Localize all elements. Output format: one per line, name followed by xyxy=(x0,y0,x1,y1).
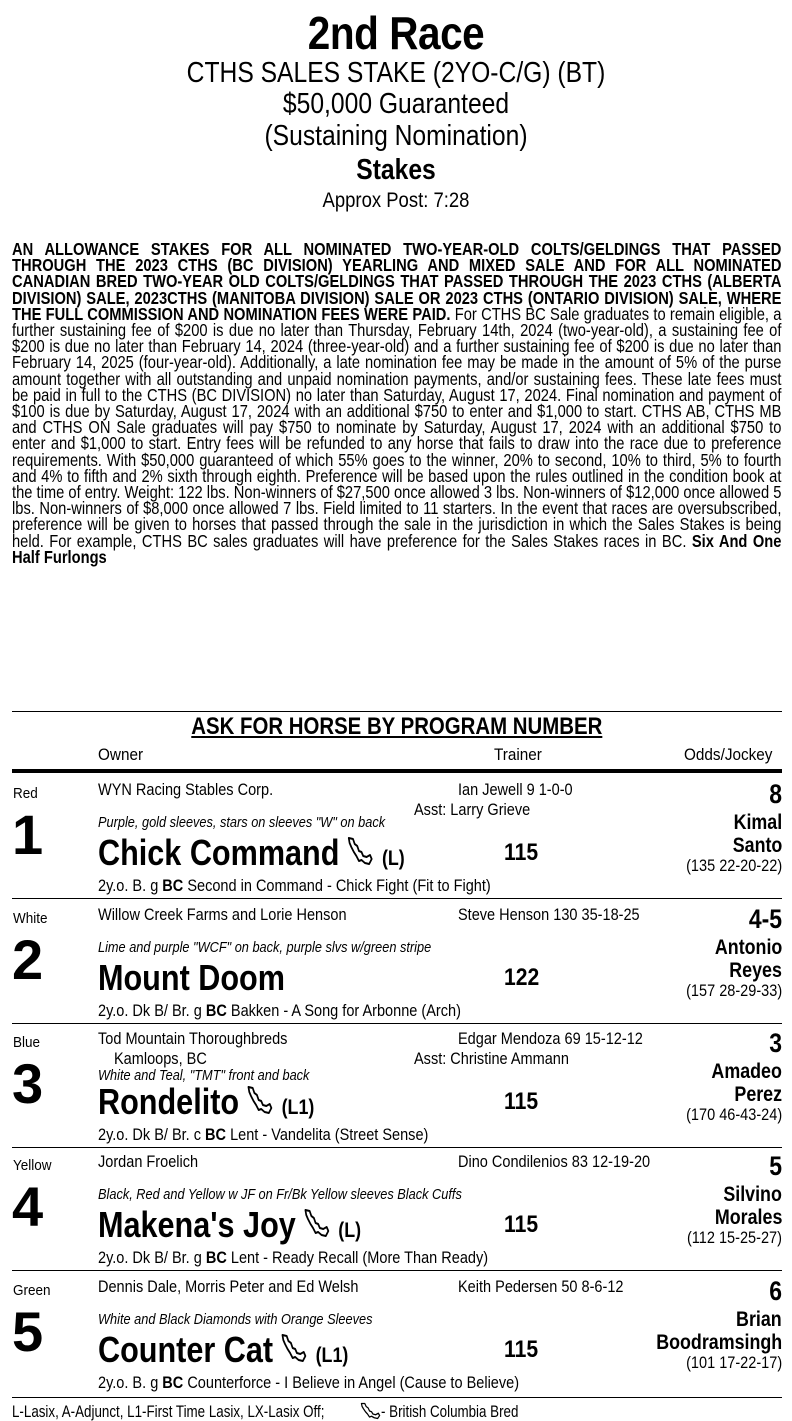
silks-description: White and Teal, "TMT" front and back xyxy=(98,1068,310,1084)
medication: (L) xyxy=(338,1219,362,1242)
race-header xyxy=(0,8,792,214)
program-number: 5 xyxy=(12,1300,44,1363)
jockey-last-name: Morales xyxy=(714,1206,782,1229)
race-purse: $50,000 Guaranteed xyxy=(282,88,510,120)
jockey-last-name: Santo xyxy=(732,834,782,857)
race-name: CTHS SALES STAKE (2YO-C/G) (BT) xyxy=(186,57,606,89)
ask-banner-text: ASK FOR HORSE BY PROGRAM NUMBER xyxy=(191,713,603,740)
owner-location: Kamloops, BC xyxy=(114,1050,207,1068)
horse-name: Counter Cat xyxy=(98,1329,274,1370)
horse-name: Rondelito xyxy=(98,1081,240,1122)
weight: 122 xyxy=(504,964,540,991)
horse-name: Mount Doom xyxy=(98,957,285,998)
saddle-cloth-color: Green xyxy=(13,1282,51,1299)
breeding-bc: BC xyxy=(205,1126,227,1144)
horse-name-line xyxy=(98,1082,314,1128)
owner-name: Tod Mountain Thoroughbreds xyxy=(98,1030,288,1048)
morning-line-odds: 3 xyxy=(769,1028,782,1058)
horse-name: Makena's Joy xyxy=(98,1204,296,1245)
breeding-bc: BC xyxy=(162,877,184,895)
trainer-name: Steve Henson 130 35-18-25 xyxy=(458,906,640,924)
owner-column-header: Owner xyxy=(98,745,144,764)
header-divider xyxy=(12,769,782,773)
horse-name-line xyxy=(98,833,405,879)
owner-name: Willow Creek Farms and Lorie Henson xyxy=(98,906,347,924)
weight: 115 xyxy=(504,1336,539,1363)
saddle-cloth-color: Yellow xyxy=(13,1157,52,1174)
breeding-pedigree: Counterforce - I Believe in Angel (Cause to Believe) xyxy=(183,1374,520,1392)
weight: 115 xyxy=(504,839,539,866)
breeding-age-sex: 2y.o. Dk B/ Br. c xyxy=(98,1126,206,1144)
horse-name-line xyxy=(98,1330,348,1376)
entry-row xyxy=(12,1147,782,1271)
breeding-age-sex: 2y.o. B. g xyxy=(98,1374,163,1392)
jockey-stats: (101 17-22-17) xyxy=(685,1354,782,1372)
medication: (L1) xyxy=(281,1096,315,1119)
bc-map-icon xyxy=(246,1085,273,1115)
conditions-intro: AN ALLOWANCE STAKES FOR ALL NOMINATED TWO-YEAR-OLD COLTS/GELDINGS THAT PASSED THROUGH THE 2023 CTHS (BC DIVISION) YEARLING AND MIXED SALE AND FOR ALL NOMINATED CANADIAN BRED TWO-YEAR OLD COLTS/GELDINGS THAT PASSED THROUGH THE 2023 CTHS (ALBERTA DIVISION) SALE, 2023CTHS (MANITOBA DIVISION) SALE OR 2023 CTHS (ONTARIO DIVISION) SALE, WHERE THE FULL COMMISSION AND NOMINATION FEES WERE PAID. xyxy=(12,241,782,324)
breeding-line xyxy=(98,1374,519,1393)
horse-name: Chick Command xyxy=(98,832,340,873)
ask-banner xyxy=(12,711,782,742)
jockey-first-name: Antonio xyxy=(714,936,782,959)
breeding-age-sex: 2y.o. Dk B/ Br. g xyxy=(98,1249,206,1267)
owner-name: WYN Racing Stables Corp. xyxy=(98,781,274,799)
jockey-last-name: Reyes xyxy=(729,959,782,982)
jockey-stats: (157 28-29-33) xyxy=(685,982,782,1000)
jockey-last-name: Perez xyxy=(734,1083,782,1106)
jockey-first-name: Kimal xyxy=(733,811,782,834)
breeding-line xyxy=(98,1249,488,1268)
assistant-trainer: Asst: Larry Grieve xyxy=(414,801,531,819)
race-type: Stakes xyxy=(356,154,436,186)
breeding-line xyxy=(98,1126,428,1145)
legend xyxy=(12,1397,782,1421)
program-number: 1 xyxy=(12,803,44,866)
bc-map-icon xyxy=(303,1208,330,1238)
medication: (L) xyxy=(381,847,405,870)
race-distance: Six And One Half Furlongs xyxy=(12,530,782,567)
race-conditions xyxy=(12,241,782,709)
morning-line-odds: 8 xyxy=(769,779,782,809)
medication: (L1) xyxy=(315,1344,349,1367)
saddle-cloth-color: Red xyxy=(13,785,38,802)
weight: 115 xyxy=(504,1211,539,1238)
odds-jockey-column-header: Odds/Jockey xyxy=(684,745,773,764)
nomination-type: (Sustaining Nomination) xyxy=(264,120,528,152)
morning-line-odds: 4-5 xyxy=(748,904,782,934)
trainer-name: Ian Jewell 9 1-0-0 xyxy=(458,781,573,799)
jockey-first-name: Brian xyxy=(736,1308,782,1331)
breeding-pedigree: Lent - Ready Recall (More Than Ready) xyxy=(226,1249,489,1267)
saddle-cloth-color: Blue xyxy=(13,1034,41,1051)
breeding-pedigree: Second in Command - Chick Fight (Fit to Fight) xyxy=(183,877,491,895)
weight: 115 xyxy=(504,1088,539,1115)
entry-row xyxy=(12,1272,782,1396)
saddle-cloth-color: White xyxy=(13,910,48,927)
breeding-bc: BC xyxy=(205,1002,227,1020)
jockey-first-name: Silvino xyxy=(723,1183,782,1206)
program-number: 4 xyxy=(12,1175,44,1238)
horse-name-line xyxy=(98,1205,361,1251)
program-number: 3 xyxy=(12,1052,44,1115)
morning-line-odds: 6 xyxy=(769,1276,782,1306)
owner-name: Dennis Dale, Morris Peter and Ed Welsh xyxy=(98,1278,359,1296)
breeding-age-sex: 2y.o. B. g xyxy=(98,877,163,895)
bc-map-icon xyxy=(359,1402,381,1420)
jockey-stats: (112 15-25-27) xyxy=(687,1229,782,1247)
silks-description: White and Black Diamonds with Orange Sleeves xyxy=(98,1312,373,1328)
entry-row xyxy=(12,775,782,899)
jockey-first-name: Amadeo xyxy=(711,1060,782,1083)
jockey-last-name: Boodramsingh xyxy=(656,1331,782,1354)
trainer-name: Keith Pedersen 50 8-6-12 xyxy=(458,1278,624,1296)
jockey-stats: (170 46-43-24) xyxy=(685,1106,782,1124)
silks-description: Lime and purple "WCF" on back, purple slvs w/green stripe xyxy=(98,940,432,956)
morning-line-odds: 5 xyxy=(769,1151,782,1181)
entry-row xyxy=(12,1024,782,1148)
legend-bc-text: - British Columbia Bred xyxy=(380,1403,519,1421)
trainer-name: Dino Condilenios 83 12-19-20 xyxy=(458,1153,651,1171)
conditions-body: For CTHS BC Sale graduates to remain eligible, a further sustaining fee of $200 is due no later than Thursday, February 14th, 2024 (two-year-old), a sustaining fee of $200 is due no later than February 14, 2024 (three-year-old) and a further sustaining fee of $200 is due no later than February 14, 2025 (four-year-old). Additionally, a late nomination fee may be made in the amount of 5% of the purse amount together with all outstanding and unpaid nomination payments, and/or sustaining fees. These late fees must be paid in full to the CTHS (BC DIVISION) no later than Saturday, August 17, 2024. Final nomination and payment of $100 is due by Saturday, August 17, 2024 with an additional $750 to enter and $1,000 to start. CTHS AB, CTHS MB and CTHS ON Sale graduates will pay $750 to nominate by Saturday, August 17, 2024 with an additional $750 to enter and $1,000 to start. Entry fees will be refunded to any horse that fails to draw into the race due to preference requirements. With $50,000 guaranteed of which 55% goes to the winner, 20% to second, 10% to third, 5% to fourth and 4% to fifth and 2% sixth through eighth. Preference will be based upon the rules outlined in the condition book at the time of entry. Weight: 122 lbs. Non-winners of $27,500 once allowed 3 lbs. Non-winners of $12,000 once allowed 5 lbs. Non-winners of $8,000 once allowed 7 lbs. Field limited to 11 starters. In the event that races are oversubscribed, preference will be given to horses that passed through the sale in the jurisdiction in which the Sales Stakes is being held. For example, CTHS BC sales graduates will have preference for the Sales Stakes races in BC. xyxy=(12,303,782,551)
owner-name: Jordan Froelich xyxy=(98,1153,199,1171)
program-number: 2 xyxy=(12,928,44,991)
trainer-column-header: Trainer xyxy=(494,745,542,764)
breeding-line xyxy=(98,877,491,896)
silks-description: Black, Red and Yellow w JF on Fr/Bk Yellow sleeves Black Cuffs xyxy=(98,1187,462,1203)
bc-map-icon xyxy=(280,1333,307,1363)
silks-description: Purple, gold sleeves, stars on sleeves "W" on back xyxy=(98,815,386,831)
breeding-bc: BC xyxy=(162,1374,184,1392)
assistant-trainer: Asst: Christine Ammann xyxy=(414,1050,569,1068)
breeding-pedigree: Lent - Vandelita (Street Sense) xyxy=(226,1126,429,1144)
breeding-line xyxy=(98,1002,461,1021)
bc-map-icon xyxy=(346,836,373,866)
breeding-bc: BC xyxy=(205,1249,227,1267)
trainer-name: Edgar Mendoza 69 15-12-12 xyxy=(458,1030,643,1048)
post-time: Approx Post: 7:28 xyxy=(322,189,470,212)
breeding-age-sex: 2y.o. Dk B/ Br. g xyxy=(98,1002,206,1020)
breeding-pedigree: Bakken - A Song for Arbonne (Arch) xyxy=(226,1002,461,1020)
legend-text: L-Lasix, A-Adjunct, L1-First Time Lasix, LX-Lasix Off; xyxy=(12,1403,325,1421)
horse-name-line xyxy=(98,958,285,998)
jockey-stats: (135 22-20-22) xyxy=(685,857,782,875)
race-number: 2nd Race xyxy=(307,7,485,59)
entry-row xyxy=(12,900,782,1024)
